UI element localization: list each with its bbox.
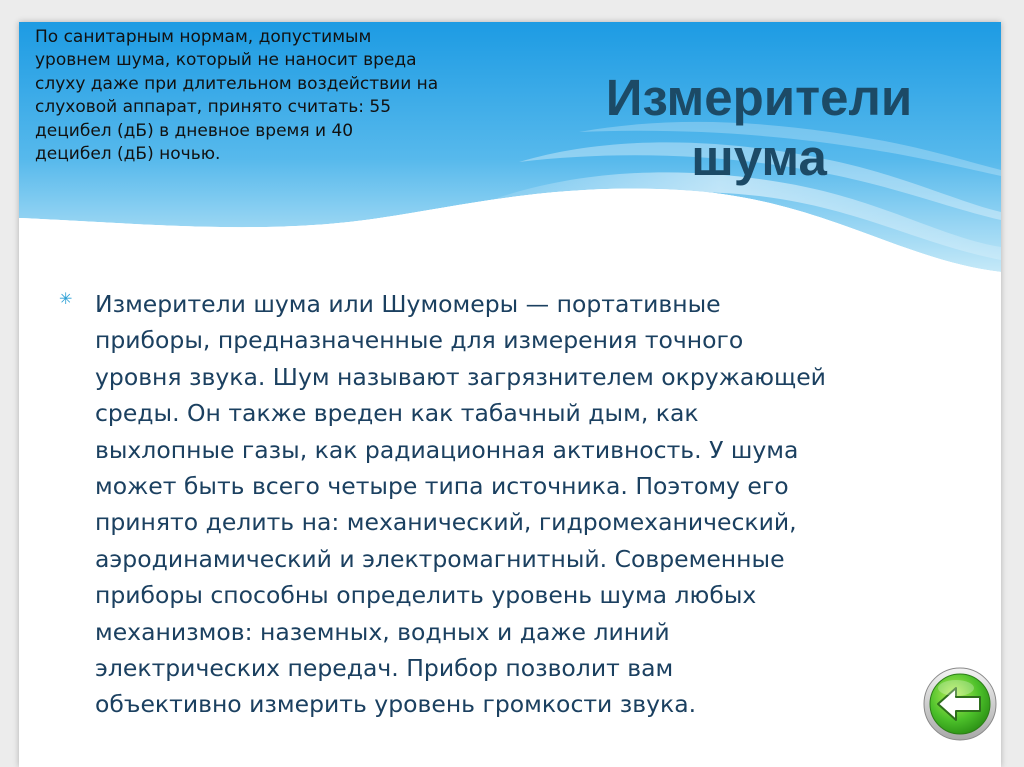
asterisk-bullet-icon: ✳ [59,289,73,308]
slide [19,22,1001,767]
bullet-line: приборы, предназначенные для измерения точного [95,326,744,355]
bullet-line: среды. Он также вреден как табачный дым, как [95,399,699,428]
bullet-line: механизмов: наземных, водных и даже линий [95,617,670,646]
bullet-line: уровня звука. Шум называют загрязнителем окружающей [95,362,826,391]
slide-title-line: Измерители [605,69,913,126]
slide-title-line: шума [691,129,827,186]
bullet-line: аэродинамический и электромагнитный. Современные [95,544,785,573]
bullet-line: принято делить на: механический, гидромеханический, [95,508,797,537]
intro-line: По санитарным нормам, допустимым [35,27,372,47]
bullet-line: выхлопные газы, как радиационная активность. У шума [95,435,799,464]
intro-line: уровнем шума, который не наносит вреда [35,50,417,71]
bullet-line: может быть всего четыре типа источника. Поэтому его [95,472,789,501]
bullet-list [59,286,974,723]
intro-line: слуховой аппарат, принято считать: 55 [35,97,392,118]
bullet-item [59,286,974,723]
intro-line: слуху даже при длительном воздействии на [35,73,439,94]
intro-line: децибел (дБ) ночью. [35,144,221,165]
bullet-text [95,286,974,723]
intro-line: децибел (дБ) в дневное время и 40 [35,120,354,141]
slide-title [539,68,979,188]
bullet-line: объективно измерить уровень громкости звука. [95,690,697,719]
intro-paragraph [35,26,535,166]
bullet-line: Измерители шума или Шумомеры — портативные [95,290,721,318]
back-arrow-icon [922,666,998,742]
back-button[interactable] [922,666,998,742]
bullet-line: электрических передач. Прибор позволит вам [95,654,674,683]
bullet-line: приборы способны определить уровень шума любых [95,581,757,610]
